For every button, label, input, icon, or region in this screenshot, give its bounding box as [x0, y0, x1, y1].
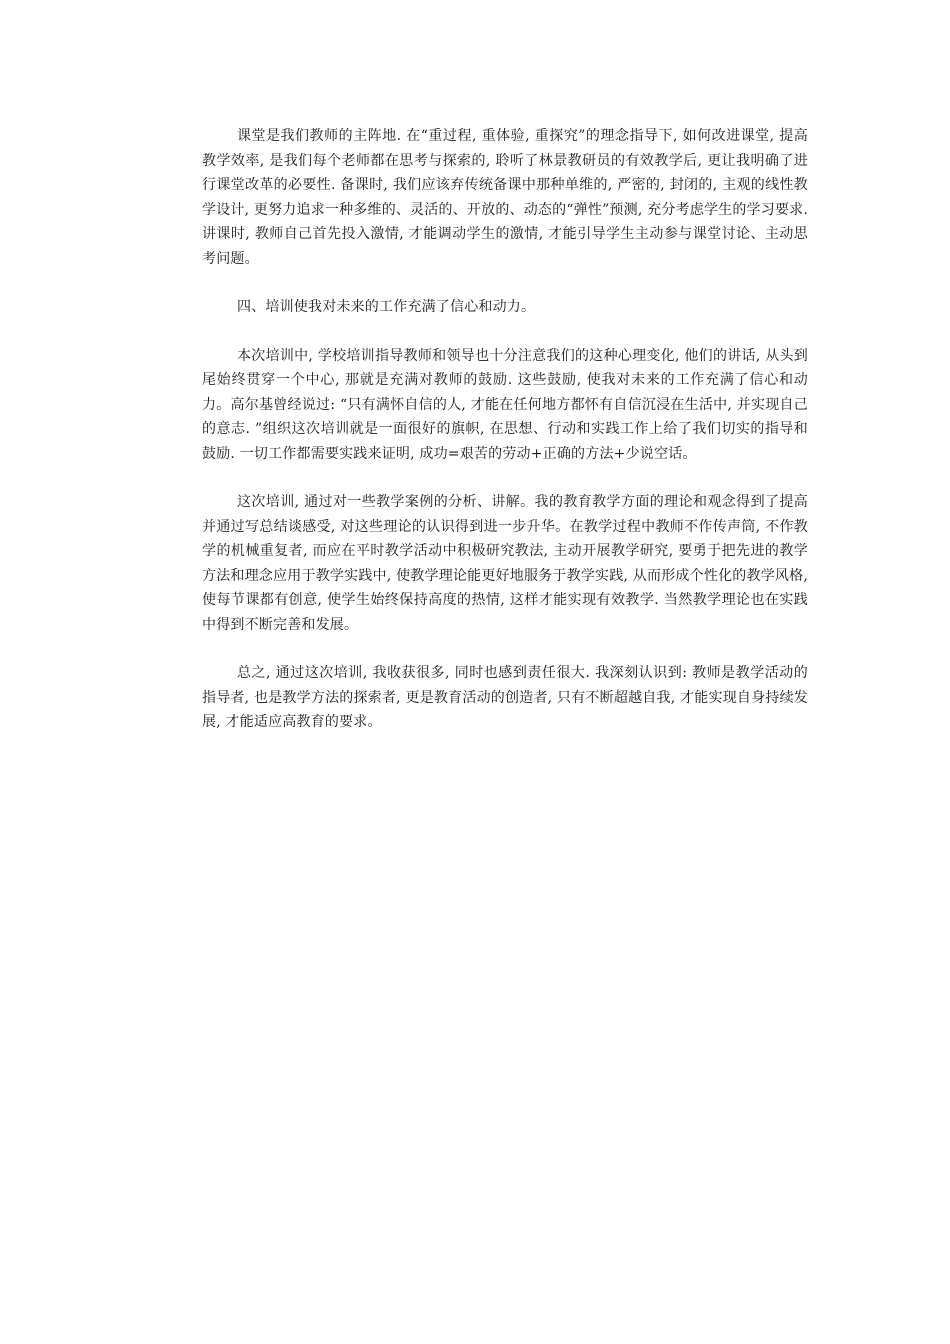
paragraph-teaching-cases: 这次培训, 通过对一些教学案例的分析、讲解。我的教育教学方面的理论和观念得到了提高并通过写总结谈感受, 对这些理论的认识得到进一步升华。在教学过程中教师不作传声筒, 不作教学的机械重复者, 而应在平时教学活动中积极研究教法, 主动开展教学研究, 要勇于把先进的教学方法和理念应用于教学实践中, 使教学理论能更好地服务于教学实践, 从而形成个性化的教学风格, 使每节课都有创意, 使学生始终保持高度的热情, 这样才能实现有效教学. 当然教学理论也在实践中得到不断完善和发展。 — [202, 494, 808, 633]
section-heading-confidence: 四、培训使我对未来的工作充满了信心和动力。 — [237, 299, 536, 315]
paragraph-encouragement: 本次培训中, 学校培训指导教师和领导也十分注意我们的这种心理变化, 他们的讲话, 从头到尾始终贯穿一个中心, 那就是充满对教师的鼓励. 这些鼓励, 使我对未来的工作充满了信心和动力。高尔基曾经说过: “只有满怀自信的人, 才能在任何地方都怀有自信沉浸在生活中, 并实现自己的意志. ”组织这次培训就是一面很好的旗帜, 在思想、行动和实践工作上给了我们切实的指导和鼓励. 一切工作都需要实践来证明, 成功=艰苦的劳动+正确的方法+少说空话。 — [202, 347, 808, 462]
document-body — [202, 124, 808, 759]
paragraph-conclusion: 总之, 通过这次培训, 我收获很多, 同时也感到责任很大. 我深刻认识到: 教师是教学活动的指导者, 也是教学方法的探索者, 更是教育活动的创造者, 只有不断超越自我, 才能实现自身持续发展, 才能适应高教育的要求。 — [202, 665, 808, 730]
paragraph-classroom-reform: 课堂是我们教师的主阵地. 在“重过程, 重体验, 重探究”的理念指导下, 如何改进课堂, 提高教学效率, 是我们每个老师都在思考与探索的, 聆听了林景教研员的有效教学后, 更让我明确了进行课堂改革的必要性. 备课时, 我们应该弃传统备课中那种单维的, 严密的, 封闭的, 主观的线性教学设计, 更努力追求一种多维的、灵活的、开放的、动态的“弹性”预测, 充分考虑学生的学习要求. 讲课时, 教师自己首先投入激情, 才能调动学生的激情, 才能引导学生主动参与课堂讨论、主动思考问题。 — [202, 128, 808, 267]
